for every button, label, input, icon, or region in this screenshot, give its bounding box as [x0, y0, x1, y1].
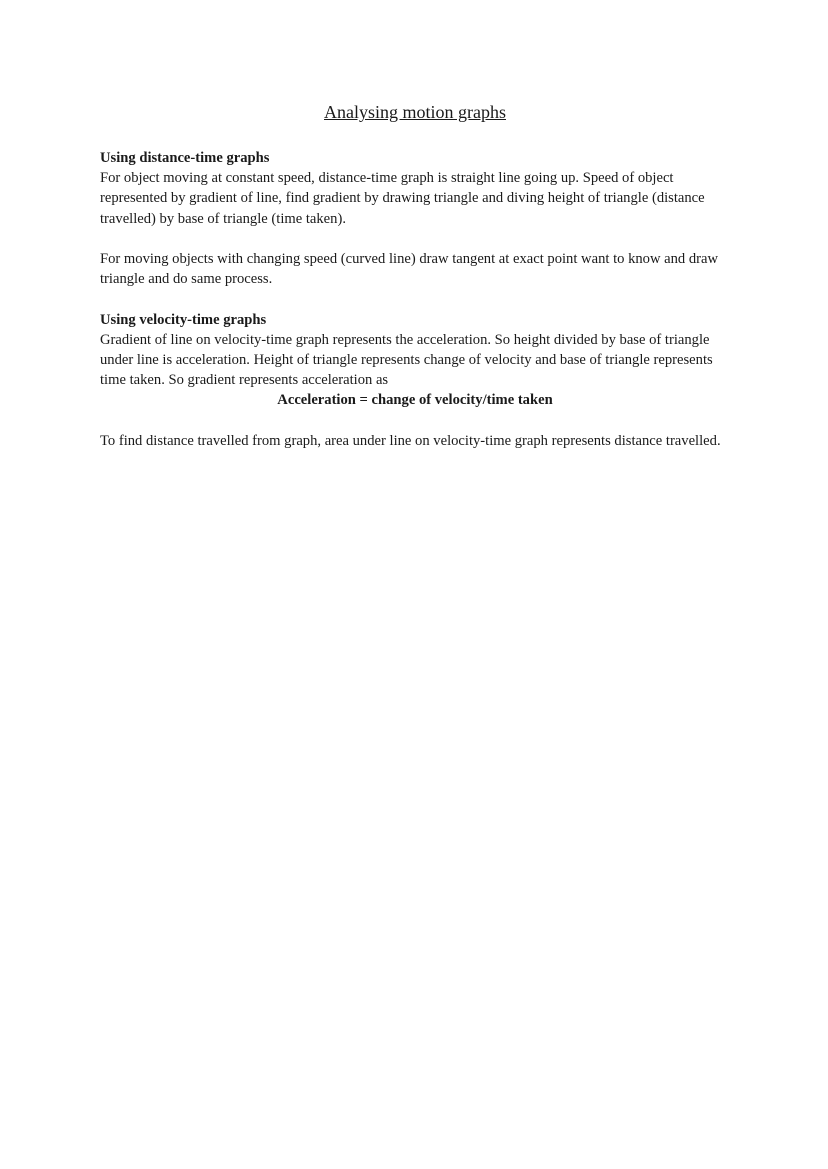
document-title: Analysing motion graphs [324, 102, 506, 122]
acceleration-formula: Acceleration = change of velocity/time taken [277, 392, 553, 409]
paragraph-gap [100, 411, 730, 431]
section-distance-time [100, 148, 730, 289]
paragraph-gap [100, 229, 730, 249]
section-paragraph: Gradient of line on velocity-time graph represents the acceleration. So height divided by base of triangle under line is acceleration. Height of triangle represents change of velocity and base of triangle represents time taken. So gradient represents acceleration as [100, 331, 713, 389]
section-paragraph: For object moving at constant speed, distance-time graph is straight line going up. Speed of object represented by gradient of line, find gradient by drawing triangle and diving height of triangle (distance travelled) by base of triangle (time taken). [100, 170, 705, 227]
section-paragraph: For moving objects with changing speed (curved line) draw tangent at exact point want to know and draw triangle and do same process. [100, 251, 719, 288]
section-velocity-time [100, 310, 730, 451]
document-body [100, 100, 730, 451]
section-paragraph: To find distance travelled from graph, area under line on velocity-time graph represents distance travelled. [100, 432, 721, 449]
section-heading: Using velocity-time graphs [100, 311, 267, 328]
section-gap [100, 289, 730, 309]
section-heading: Using distance-time graphs [100, 150, 270, 166]
